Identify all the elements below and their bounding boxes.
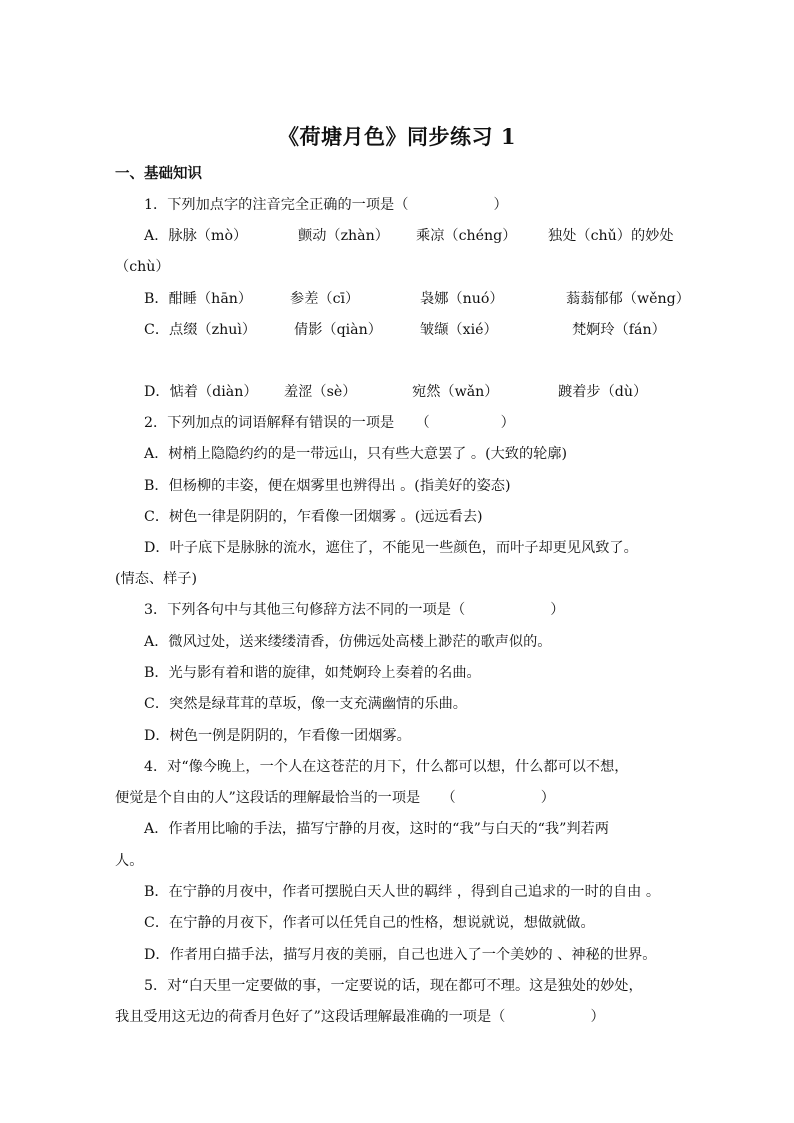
question-3-option-c: C．突然是绿茸茸的草坂，像一支充满幽情的乐曲。: [144, 696, 467, 712]
option-d-item-3: 宛然（wǎn）: [412, 384, 499, 400]
option-c-item-4: 梵婀玲（fán）: [572, 322, 666, 338]
question-2-option-d: D．叶子底下是脉脉的流水，遮住了，不能见一些颜色，而叶子却更见风致了。: [144, 540, 638, 556]
question-4-option-d: D．作者用白描手法，描写月夜的美丽，自己也进入了一个美妙的 、神秘的世界。: [144, 947, 657, 963]
question-4-stem: 4．对“像今晚上，一个人在这苍茫的月下，什么都可以想，什么都可以不想，: [144, 759, 629, 775]
question-3-option-a: A．微风过处，送来缕缕清香，仿佛远处高楼上渺茫的歌声似的。: [144, 634, 552, 650]
question-4-stem-cont: 便觉是个自由的人”这段话的理解最恰当的一项是 （ ）: [115, 790, 555, 806]
option-d-item-4: 踱着步（dù）: [558, 384, 648, 400]
question-2-stem: 2．下列加点的词语解释有错误的一项是 （ ）: [144, 415, 515, 431]
question-2-option-a: A．树梢上隐隐约约的是一带远山，只有些大意罢了 。(大致的轮廓): [144, 446, 568, 462]
question-4-option-b: B．在宁静的月夜中，作者可摆脱白天人世的羁绊 ，得到自己追求的一时的自由 。: [144, 884, 661, 900]
question-2-option-c: C．树色一律是阴阴的，乍看像一团烟雾 。(远远看去): [144, 509, 483, 525]
question-2-option-d-cont: (情态、样子): [115, 571, 198, 587]
option-c-item-2: 倩影（qiàn）: [294, 322, 382, 338]
option-a-item-1: A．脉脉（mò）: [144, 228, 248, 244]
option-a-item-3: 乘凉（chéng）: [416, 228, 517, 244]
question-1-option-a-cont: （chù）: [115, 259, 170, 275]
option-c-item-3: 皱缬（xié）: [420, 322, 498, 338]
question-3-option-b: B．光与影有着和谐的旋律，如梵婀玲上奏着的名曲。: [144, 665, 481, 681]
section-heading: 一、基础知识: [115, 165, 202, 182]
option-a-item-2: 颤动（zhàn）: [298, 228, 389, 244]
question-5-stem-cont: 我且受用这无边的荷香月色好了”这段话理解最准确的一项是（ ）: [115, 1009, 605, 1025]
option-b-item-3: 袅娜（nuó）: [420, 291, 504, 307]
question-2-option-b: B．但杨柳的丰姿，便在烟雾里也辨得出 。(指美好的姿态): [144, 478, 511, 494]
question-4-option-a-cont: 人。: [115, 853, 144, 869]
question-1-stem: 1．下列加点字的注音完全正确的一项是（ ）: [144, 197, 508, 213]
option-b-item-4: 蓊蓊郁郁（wěng）: [566, 291, 690, 307]
question-5-stem: 5．对“白天里一定要做的事，一定要说的话，现在都可不理。这是独处的妙处，: [144, 978, 643, 994]
option-b-item-1: B．酣睡（hān）: [144, 291, 253, 307]
page-title: 《荷塘月色》同步练习 1: [278, 124, 516, 149]
question-3-option-d: D．树色一例是阴阴的，乍看像一团烟雾。: [144, 728, 411, 744]
option-c-item-1: C．点缀（zhuì）: [144, 322, 257, 338]
option-d-item-1: D．惦着（diàn）: [144, 384, 258, 400]
question-4-option-c: C．在宁静的月夜下，作者可以任凭自己的性格，想说就说，想做就做。: [144, 915, 595, 931]
question-3-stem: 3．下列各句中与其他三句修辞方法不同的一项是（ ）: [144, 602, 565, 618]
option-b-item-2: 参差（cī）: [290, 291, 360, 307]
option-d-item-2: 羞涩（sè）: [284, 384, 357, 400]
question-4-option-a: A．作者用比喻的手法，描写宁静的月夜，这时的“我”与白天的“我”判若两: [144, 821, 609, 837]
option-a-item-4: 独处（chǔ）的妙处: [548, 228, 674, 244]
